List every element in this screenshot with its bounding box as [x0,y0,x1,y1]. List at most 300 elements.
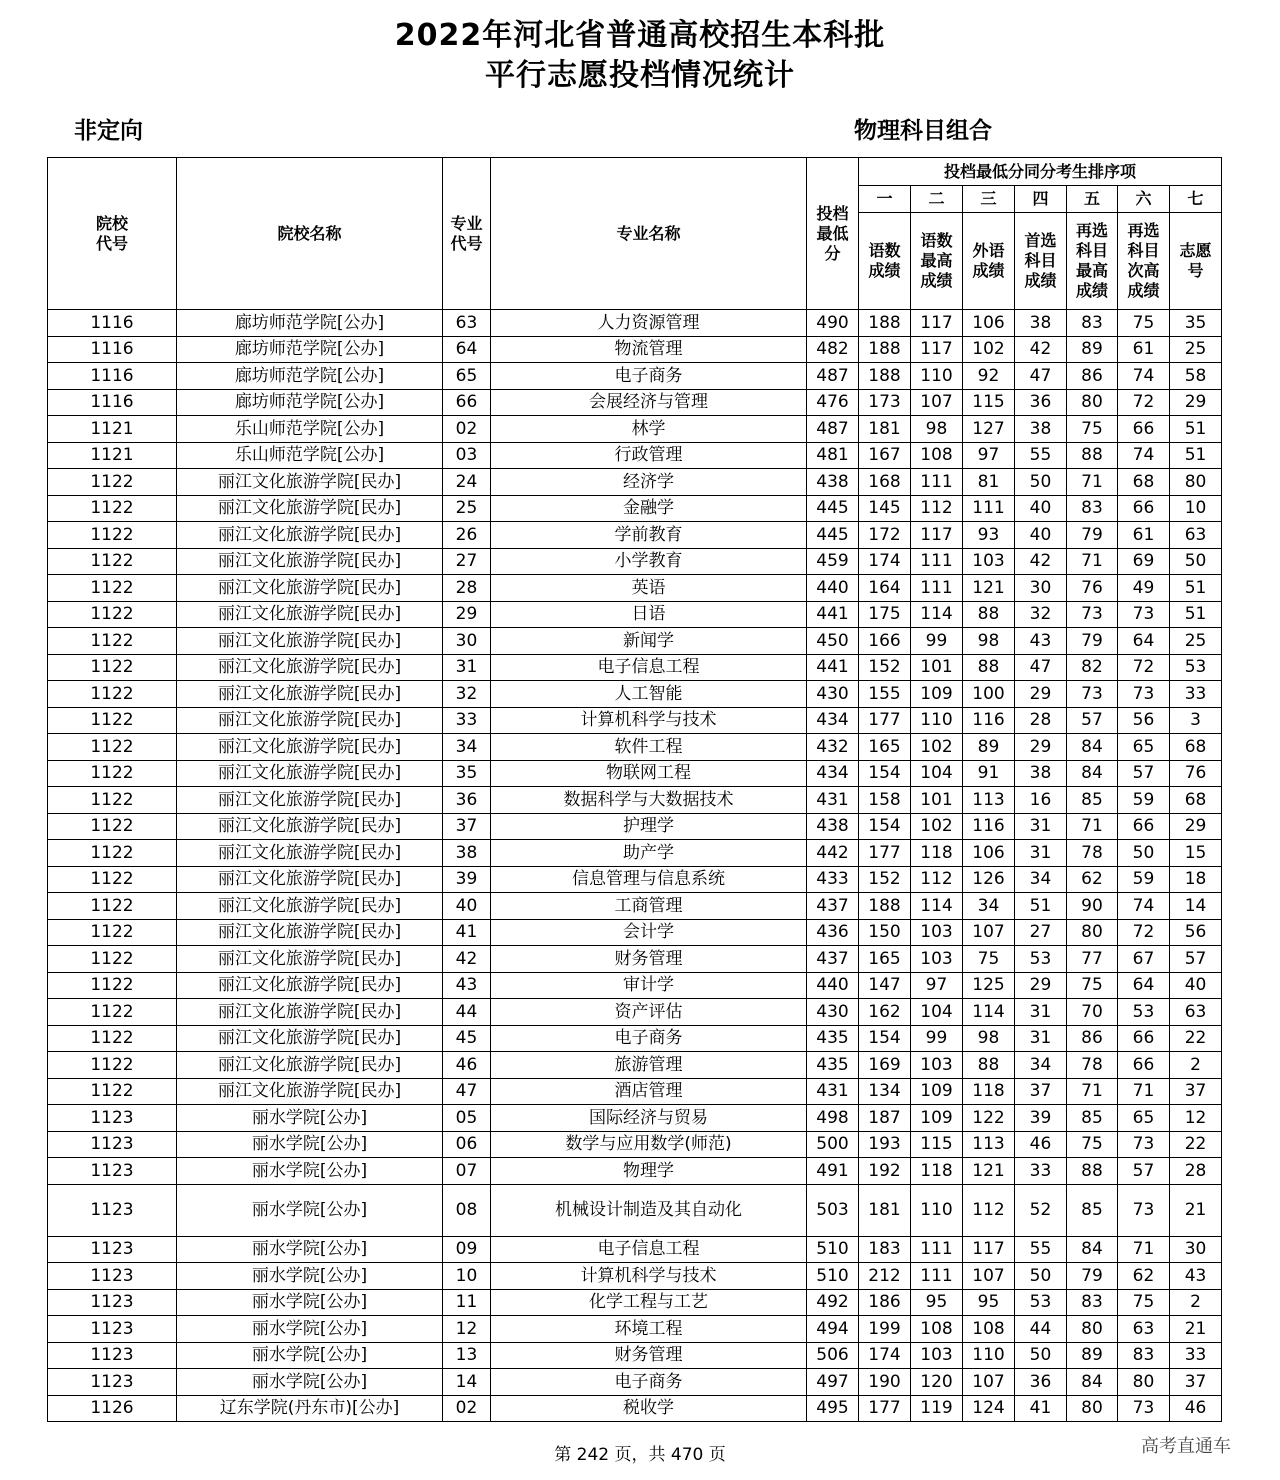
score-yushu: 190 [859,1369,911,1396]
score-first-subject: 47 [1015,363,1067,390]
header-major-name: 专业名称 [491,158,807,310]
school-code: 1122 [48,787,177,814]
score-foreign: 117 [963,1236,1015,1263]
major-code: 24 [443,469,491,496]
school-code: 1122 [48,893,177,920]
score-yushu: 175 [859,601,911,628]
header-min-score: 投档最低分 [807,158,859,310]
major-name: 电子信息工程 [491,654,807,681]
score-foreign: 107 [963,919,1015,946]
min-score: 431 [807,787,859,814]
school-name: 丽江文化旅游学院[民办] [177,946,443,973]
major-code: 43 [443,972,491,999]
min-score: 495 [807,1395,859,1422]
major-name: 工商管理 [491,893,807,920]
major-code: 29 [443,601,491,628]
subtitle-left: 非定向 [74,118,143,144]
school-name: 丽水学院[公办] [177,1131,443,1158]
score-yushu: 165 [859,734,911,761]
score-reselect-second: 66 [1118,1052,1170,1079]
score-reselect-max: 79 [1067,1263,1118,1290]
min-score: 482 [807,336,859,363]
score-first-subject: 36 [1015,389,1067,416]
score-foreign: 114 [963,999,1015,1026]
table-row [48,601,1222,628]
score-yushu: 193 [859,1131,911,1158]
school-code: 1122 [48,1052,177,1079]
application-number: 2 [1170,1052,1222,1079]
table-row [48,681,1222,708]
score-yushu-max: 102 [911,734,963,761]
table-row [48,628,1222,655]
score-first-subject: 28 [1015,707,1067,734]
page-footer: 第 242 页，共 470 页 [554,1445,726,1465]
application-number: 14 [1170,893,1222,920]
application-number: 50 [1170,548,1222,575]
score-reselect-second: 63 [1118,1316,1170,1343]
score-yushu-max: 97 [911,972,963,999]
score-foreign: 110 [963,1342,1015,1369]
major-name: 环境工程 [491,1316,807,1343]
school-name: 廊坊师范学院[公办] [177,363,443,390]
score-reselect-max: 71 [1067,548,1118,575]
min-score: 445 [807,522,859,549]
score-yushu-max: 117 [911,310,963,337]
school-name: 丽水学院[公办] [177,1316,443,1343]
score-reselect-max: 83 [1067,1289,1118,1316]
min-score: 442 [807,840,859,867]
score-reselect-max: 85 [1067,787,1118,814]
score-yushu-max: 104 [911,760,963,787]
score-first-subject: 31 [1015,999,1067,1026]
school-name: 乐山师范学院[公办] [177,416,443,443]
score-reselect-second: 72 [1118,654,1170,681]
score-foreign: 121 [963,1158,1015,1185]
major-code: 42 [443,946,491,973]
score-yushu-max: 114 [911,601,963,628]
score-yushu: 177 [859,840,911,867]
score-foreign: 115 [963,389,1015,416]
min-score: 445 [807,495,859,522]
min-score: 476 [807,389,859,416]
score-yushu: 172 [859,522,911,549]
watermark: 高考直通车 [1141,1436,1231,1457]
table-row [48,469,1222,496]
application-number: 21 [1170,1316,1222,1343]
score-yushu-max: 111 [911,575,963,602]
school-code: 1121 [48,416,177,443]
major-name: 国际经济与贸易 [491,1105,807,1132]
major-code: 63 [443,310,491,337]
major-name: 酒店管理 [491,1078,807,1105]
score-foreign: 34 [963,893,1015,920]
school-code: 1122 [48,681,177,708]
major-name: 财务管理 [491,946,807,973]
score-foreign: 89 [963,734,1015,761]
header-order-item: 志愿号 [1170,213,1222,310]
score-yushu-max: 103 [911,1052,963,1079]
score-reselect-max: 80 [1067,1395,1118,1422]
header-order-item: 再选科目最高成绩 [1067,213,1118,310]
table-row [48,522,1222,549]
school-code: 1123 [48,1369,177,1396]
table-row [48,946,1222,973]
school-code: 1122 [48,522,177,549]
header-major-code: 专业代号 [443,158,491,310]
application-number: 21 [1170,1184,1222,1236]
score-first-subject: 47 [1015,654,1067,681]
subtitle-right: 物理科目组合 [854,118,992,144]
score-yushu: 152 [859,866,911,893]
document-title-line1: 2022年河北省普通高校招生本科批 [394,18,886,53]
major-code: 02 [443,1395,491,1422]
min-score: 433 [807,866,859,893]
major-code: 39 [443,866,491,893]
school-name: 丽江文化旅游学院[民办] [177,548,443,575]
min-score: 510 [807,1236,859,1263]
score-yushu: 147 [859,972,911,999]
major-name: 会计学 [491,919,807,946]
school-code: 1122 [48,575,177,602]
table-row [48,707,1222,734]
score-reselect-second: 66 [1118,1025,1170,1052]
school-name: 丽江文化旅游学院[民办] [177,628,443,655]
application-number: 22 [1170,1131,1222,1158]
major-code: 32 [443,681,491,708]
table-row [48,1236,1222,1263]
school-code: 1123 [48,1236,177,1263]
school-name: 丽江文化旅游学院[民办] [177,469,443,496]
score-foreign: 107 [963,1369,1015,1396]
score-reselect-second: 53 [1118,999,1170,1026]
table-row [48,972,1222,999]
table-row [48,495,1222,522]
score-first-subject: 39 [1015,1105,1067,1132]
score-foreign: 111 [963,495,1015,522]
school-name: 丽江文化旅游学院[民办] [177,495,443,522]
major-name: 税收学 [491,1395,807,1422]
score-first-subject: 29 [1015,681,1067,708]
school-name: 丽水学院[公办] [177,1342,443,1369]
score-first-subject: 40 [1015,522,1067,549]
application-number: 29 [1170,389,1222,416]
score-first-subject: 29 [1015,734,1067,761]
major-name: 电子信息工程 [491,1236,807,1263]
header-order-num: 五 [1067,186,1118,213]
min-score: 441 [807,654,859,681]
min-score: 500 [807,1131,859,1158]
score-foreign: 91 [963,760,1015,787]
table-row [48,840,1222,867]
table-row [48,575,1222,602]
application-number: 51 [1170,442,1222,469]
school-code: 1116 [48,389,177,416]
table-row [48,336,1222,363]
score-reselect-second: 50 [1118,840,1170,867]
score-foreign: 81 [963,469,1015,496]
score-reselect-second: 62 [1118,1263,1170,1290]
score-first-subject: 38 [1015,760,1067,787]
application-number: 80 [1170,469,1222,496]
min-score: 437 [807,946,859,973]
score-foreign: 102 [963,336,1015,363]
score-yushu: 177 [859,1395,911,1422]
score-reselect-second: 69 [1118,548,1170,575]
score-reselect-max: 79 [1067,628,1118,655]
application-number: 10 [1170,495,1222,522]
score-reselect-second: 73 [1118,1184,1170,1236]
score-yushu-max: 103 [911,1342,963,1369]
school-code: 1123 [48,1316,177,1343]
score-foreign: 98 [963,628,1015,655]
score-yushu: 199 [859,1316,911,1343]
header-order-num: 一 [859,186,911,213]
school-code: 1123 [48,1131,177,1158]
score-reselect-max: 80 [1067,1316,1118,1343]
school-name: 丽江文化旅游学院[民办] [177,1025,443,1052]
min-score: 436 [807,919,859,946]
score-yushu-max: 111 [911,1236,963,1263]
major-name: 经济学 [491,469,807,496]
score-yushu: 154 [859,760,911,787]
header-order-num: 二 [911,186,963,213]
table-row [48,310,1222,337]
application-number: 51 [1170,416,1222,443]
major-code: 11 [443,1289,491,1316]
application-number: 68 [1170,787,1222,814]
application-number: 46 [1170,1395,1222,1422]
school-name: 丽水学院[公办] [177,1184,443,1236]
application-number: 25 [1170,628,1222,655]
major-code: 44 [443,999,491,1026]
score-yushu-max: 117 [911,336,963,363]
application-number: 25 [1170,336,1222,363]
min-score: 440 [807,972,859,999]
score-yushu: 134 [859,1078,911,1105]
score-first-subject: 53 [1015,946,1067,973]
major-name: 金融学 [491,495,807,522]
major-code: 09 [443,1236,491,1263]
header-order-item: 语数成绩 [859,213,911,310]
score-reselect-second: 71 [1118,1078,1170,1105]
score-yushu: 145 [859,495,911,522]
school-name: 廊坊师范学院[公办] [177,389,443,416]
application-number: 51 [1170,601,1222,628]
major-code: 33 [443,707,491,734]
score-reselect-max: 84 [1067,1236,1118,1263]
score-reselect-max: 76 [1067,575,1118,602]
school-code: 1122 [48,946,177,973]
school-name: 丽水学院[公办] [177,1105,443,1132]
score-first-subject: 42 [1015,336,1067,363]
score-foreign: 127 [963,416,1015,443]
school-code: 1123 [48,1105,177,1132]
header-school-code: 院校代号 [48,158,177,310]
school-name: 丽江文化旅游学院[民办] [177,1078,443,1105]
major-name: 计算机科学与技术 [491,1263,807,1290]
score-yushu: 188 [859,893,911,920]
score-yushu: 169 [859,1052,911,1079]
major-code: 05 [443,1105,491,1132]
score-first-subject: 51 [1015,893,1067,920]
table-row [48,866,1222,893]
score-foreign: 88 [963,1052,1015,1079]
score-first-subject: 50 [1015,1342,1067,1369]
score-first-subject: 31 [1015,813,1067,840]
score-first-subject: 42 [1015,548,1067,575]
score-reselect-max: 89 [1067,1342,1118,1369]
major-code: 65 [443,363,491,390]
score-yushu: 150 [859,919,911,946]
score-first-subject: 34 [1015,866,1067,893]
major-code: 25 [443,495,491,522]
score-reselect-second: 61 [1118,522,1170,549]
min-score: 510 [807,1263,859,1290]
major-name: 软件工程 [491,734,807,761]
table-row [48,760,1222,787]
table-row [48,442,1222,469]
score-reselect-second: 75 [1118,310,1170,337]
major-name: 旅游管理 [491,1052,807,1079]
score-foreign: 112 [963,1184,1015,1236]
school-code: 1123 [48,1289,177,1316]
score-yushu-max: 109 [911,681,963,708]
score-first-subject: 44 [1015,1316,1067,1343]
score-reselect-max: 73 [1067,681,1118,708]
score-reselect-second: 67 [1118,946,1170,973]
score-reselect-second: 66 [1118,495,1170,522]
school-name: 廊坊师范学院[公办] [177,336,443,363]
score-yushu: 154 [859,813,911,840]
school-name: 廊坊师范学院[公办] [177,310,443,337]
score-reselect-max: 75 [1067,972,1118,999]
table-row [48,1369,1222,1396]
table-row [48,893,1222,920]
score-yushu-max: 110 [911,707,963,734]
score-reselect-second: 61 [1118,336,1170,363]
school-code: 1122 [48,919,177,946]
score-reselect-max: 84 [1067,734,1118,761]
score-first-subject: 41 [1015,1395,1067,1422]
school-name: 丽江文化旅游学院[民办] [177,1052,443,1079]
score-yushu-max: 112 [911,495,963,522]
score-reselect-max: 85 [1067,1105,1118,1132]
school-name: 丽水学院[公办] [177,1263,443,1290]
major-code: 06 [443,1131,491,1158]
score-reselect-second: 49 [1118,575,1170,602]
major-code: 12 [443,1316,491,1343]
score-reselect-max: 83 [1067,495,1118,522]
major-code: 08 [443,1184,491,1236]
score-yushu: 168 [859,469,911,496]
school-code: 1123 [48,1184,177,1236]
major-code: 38 [443,840,491,867]
major-name: 资产评估 [491,999,807,1026]
school-code: 1121 [48,442,177,469]
score-yushu: 173 [859,389,911,416]
score-yushu-max: 99 [911,628,963,655]
school-code: 1116 [48,310,177,337]
score-reselect-second: 64 [1118,628,1170,655]
application-number: 28 [1170,1158,1222,1185]
min-score: 494 [807,1316,859,1343]
table-row [48,1184,1222,1236]
major-name: 小学教育 [491,548,807,575]
score-reselect-second: 59 [1118,787,1170,814]
header-order-item: 再选科目次高成绩 [1118,213,1170,310]
application-number: 33 [1170,1342,1222,1369]
school-name: 丽江文化旅游学院[民办] [177,919,443,946]
score-reselect-max: 88 [1067,442,1118,469]
score-foreign: 125 [963,972,1015,999]
major-name: 物理学 [491,1158,807,1185]
major-code: 45 [443,1025,491,1052]
score-yushu: 212 [859,1263,911,1290]
score-reselect-max: 85 [1067,1184,1118,1236]
min-score: 506 [807,1342,859,1369]
application-number: 58 [1170,363,1222,390]
score-first-subject: 33 [1015,1158,1067,1185]
table-row [48,654,1222,681]
score-first-subject: 36 [1015,1369,1067,1396]
score-foreign: 106 [963,840,1015,867]
school-name: 丽江文化旅游学院[民办] [177,522,443,549]
application-number: 15 [1170,840,1222,867]
min-score: 430 [807,999,859,1026]
score-reselect-max: 71 [1067,1078,1118,1105]
school-name: 丽江文化旅游学院[民办] [177,601,443,628]
application-number: 30 [1170,1236,1222,1263]
score-yushu-max: 115 [911,1131,963,1158]
document-title-line2: 平行志愿投档情况统计 [485,58,795,93]
score-reselect-max: 83 [1067,310,1118,337]
major-code: 14 [443,1369,491,1396]
score-yushu-max: 109 [911,1078,963,1105]
school-name: 丽水学院[公办] [177,1158,443,1185]
score-yushu-max: 99 [911,1025,963,1052]
score-yushu: 174 [859,548,911,575]
major-name: 物流管理 [491,336,807,363]
school-code: 1122 [48,601,177,628]
school-name: 丽江文化旅游学院[民办] [177,575,443,602]
score-foreign: 116 [963,813,1015,840]
admission-table [47,157,1222,1422]
score-yushu: 164 [859,575,911,602]
score-yushu: 165 [859,946,911,973]
score-reselect-max: 80 [1067,919,1118,946]
major-name: 电子商务 [491,1369,807,1396]
school-code: 1122 [48,628,177,655]
score-reselect-second: 64 [1118,972,1170,999]
score-foreign: 93 [963,522,1015,549]
score-yushu-max: 107 [911,389,963,416]
application-number: 76 [1170,760,1222,787]
score-reselect-second: 56 [1118,707,1170,734]
school-code: 1126 [48,1395,177,1422]
major-name: 财务管理 [491,1342,807,1369]
min-score: 450 [807,628,859,655]
score-yushu-max: 111 [911,469,963,496]
score-yushu-max: 118 [911,1158,963,1185]
score-reselect-second: 74 [1118,363,1170,390]
score-reselect-max: 84 [1067,760,1118,787]
major-name: 化学工程与工艺 [491,1289,807,1316]
score-first-subject: 53 [1015,1289,1067,1316]
score-yushu-max: 98 [911,416,963,443]
table-row [48,787,1222,814]
header-school-name: 院校名称 [177,158,443,310]
score-yushu: 174 [859,1342,911,1369]
